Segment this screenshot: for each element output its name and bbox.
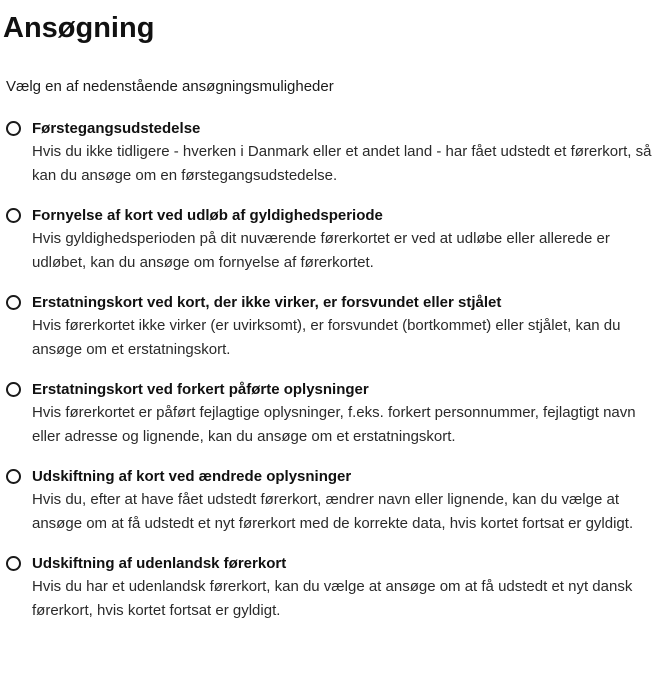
option-description: Hvis førerkortet ikke virker (er uvirksomt), er forsvundet (bortkommet) eller stjålet, kan du ansøge om et erstatningskort.: [32, 317, 621, 358]
option-description: Hvis du har et udenlandsk førerkort, kan du vælge at ansøge om at få udstedt et nyt dansk førerkort, hvis kortet fortsat er gyldigt.: [32, 578, 633, 619]
option-description: Hvis du ikke tidligere - hverken i Danmark eller et andet land - har fået udstedt et førerkort, så kan du ansøge om en førstegangsudstedelse.: [32, 143, 652, 184]
radio-button-icon[interactable]: [6, 121, 21, 136]
option-description: Hvis førerkortet er påført fejlagtige oplysninger, f.eks. forkert personnummer, fejlagtigt navn eller adresse og lignende, kan du ansøge om et erstatningskort.: [32, 404, 636, 445]
radio-button-icon[interactable]: [6, 295, 21, 310]
application-options-radio-group: [0, 119, 672, 641]
option-label: Førstegangsudstedelse: [32, 120, 201, 137]
radio-button-icon[interactable]: [6, 208, 21, 223]
option-description: Hvis du, efter at have fået udstedt førerkort, ændrer navn eller lignende, kan du vælge at ansøge om at få udstedt et nyt førerkort med de korrekte data, hvis kortet fortsat er gyldigt.: [32, 491, 634, 532]
page-subtitle: Vælg en af nedenstående ansøgningsmuligheder: [6, 78, 334, 95]
radio-button-icon[interactable]: [6, 556, 21, 571]
option-exchange-changed-info[interactable]: [0, 467, 672, 536]
option-renewal[interactable]: [0, 206, 672, 275]
option-label: Fornyelse af kort ved udløb af gyldighedsperiode: [32, 207, 383, 224]
radio-button-icon[interactable]: [6, 382, 21, 397]
option-first-issue[interactable]: [0, 119, 672, 188]
option-label: Udskiftning af udenlandsk førerkort: [32, 555, 287, 572]
option-description: Hvis gyldighedsperioden på dit nuværende førerkortet er ved at udløbe eller allerede er udløbet, kan du ansøge om fornyelse af førerkortet.: [32, 230, 610, 271]
radio-button-icon[interactable]: [6, 469, 21, 484]
option-label: Udskiftning af kort ved ændrede oplysninger: [32, 468, 352, 485]
option-exchange-foreign-card[interactable]: [0, 554, 672, 623]
option-label: Erstatningskort ved kort, der ikke virker, er forsvundet eller stjålet: [32, 294, 502, 311]
page-title: Ansøgning: [3, 12, 155, 44]
option-replacement-incorrect-info[interactable]: [0, 380, 672, 449]
option-label: Erstatningskort ved forkert påførte oplysninger: [32, 381, 369, 398]
option-replacement-lost-stolen[interactable]: [0, 293, 672, 362]
